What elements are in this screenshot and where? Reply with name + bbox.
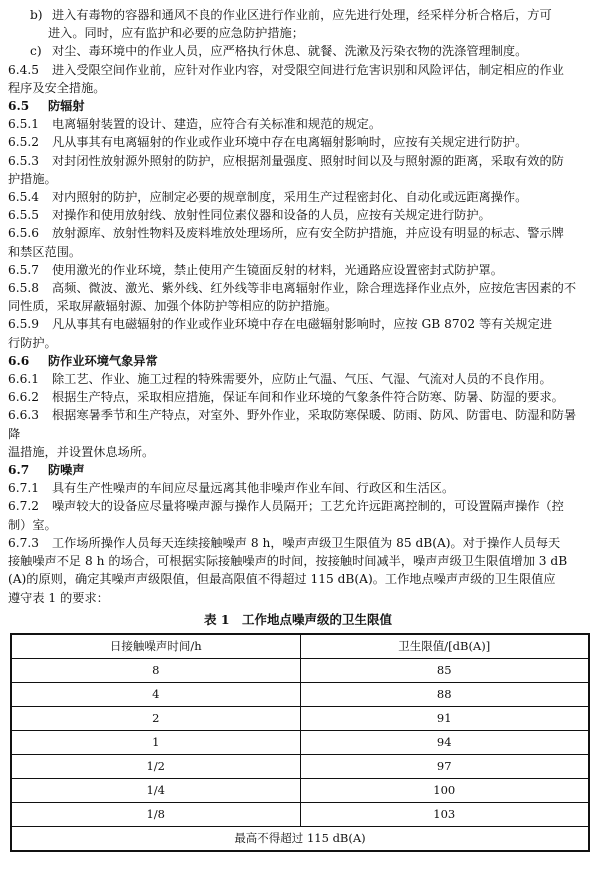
- noise-limit-table: [10, 633, 590, 852]
- clause-text: 对操作和使用放射线、放射性同位素仪器和设备的人员，应按有关规定进行防护。: [52, 208, 491, 223]
- cell-hygiene-limit: 85: [300, 658, 589, 682]
- body-text: [8, 6, 588, 607]
- paragraph-continuation: 进入。同时，应有监护和必要的应急防护措施；: [48, 26, 304, 41]
- table-body: [11, 658, 589, 851]
- cell-hygiene-limit: 88: [300, 682, 589, 706]
- list-item: [8, 42, 588, 60]
- header-exposure-time: 日接触噪声时间/h: [11, 634, 300, 659]
- clause-text: 对内照射的防护，应制定必要的规章制度，采用生产过程密封化、自动化或远距离操作。: [52, 190, 528, 205]
- cell-exposure-time: 4: [11, 682, 300, 706]
- paragraph-continuation: 温措施，并设置休息场所。: [8, 444, 155, 459]
- clause-text: 工作场所操作人员每天连续接触噪声 8 h，噪声声级卫生限值为 85 dB(A)。对于操作人员每天: [52, 535, 561, 550]
- clause-paragraph: [8, 224, 588, 260]
- clause-paragraph: [8, 479, 588, 497]
- clause-number: 6.5.2: [8, 135, 40, 150]
- clause-number: 6.7.1: [8, 481, 40, 496]
- table-row: [11, 706, 589, 730]
- clause-number: 6.7: [8, 463, 30, 478]
- section-heading: [8, 97, 588, 115]
- clause-paragraph: [8, 497, 588, 533]
- paragraph-line: [8, 497, 588, 515]
- paragraph-continuation: 程序及安全措施。: [8, 80, 106, 95]
- clause-number: 6.5.3: [8, 153, 40, 168]
- clause-number: 6.5.5: [8, 208, 40, 223]
- table-row: [11, 682, 589, 706]
- clause-text: 使用激光的作业环境，禁止使用产生镜面反射的材料，光通路应设置密封式防护罩。: [52, 262, 503, 277]
- paragraph-continuation: (A)的原则，确定其噪声声级限值，但最高限值不得超过 115 dB(A)。工作地点噪声声级的卫生限值应: [8, 572, 556, 587]
- clause-text: 除工艺、作业、施工过程的特殊需要外，应防止气温、气压、气湿、气流对人员的不良作用。: [52, 372, 552, 387]
- paragraph-line: [8, 61, 588, 79]
- clause-paragraph: [8, 152, 588, 188]
- clause-text: 电离辐射装置的设计、建造，应符合有关标准和规范的规定。: [52, 117, 382, 132]
- cell-hygiene-limit: 103: [300, 802, 589, 826]
- table-row: [11, 778, 589, 802]
- table-header-row: [11, 634, 589, 659]
- clause-number: 6.5.9: [8, 317, 40, 332]
- clause-text: 具有生产性噪声的车间应尽量远离其他非噪声作业车间、行政区和生活区。: [52, 481, 455, 496]
- clause-paragraph: [8, 115, 588, 133]
- clause-text: 进入受限空间作业前，应针对作业内容，对受限空间进行危害识别和风险评估，制定相应的作业: [52, 62, 564, 77]
- cell-exposure-time: 8: [11, 658, 300, 682]
- table-row: [11, 730, 589, 754]
- paragraph-line: [8, 406, 588, 442]
- table-row: [11, 658, 589, 682]
- clause-text: 高频、微波、激光、紫外线、红外线等非电离辐射作业，除合理选择作业点外，应按危害因素的不: [52, 281, 577, 296]
- clause-paragraph: [8, 206, 588, 224]
- paragraph-continuation: 遵守表 1 的要求：: [8, 590, 109, 605]
- cell-exposure-time: 1/8: [11, 802, 300, 826]
- clause-paragraph: [8, 188, 588, 206]
- paragraph-continuation: 同性质，采取屏蔽辐射源、加强个体防护等相应的防护措施。: [8, 299, 338, 314]
- paragraph-continuation: 接触噪声不足 8 h 的场合，可根据实际接触噪声的时间，按接触时间减半，噪声声级卫生限值增加 3 dB: [8, 554, 568, 569]
- clause-number: 6.5.4: [8, 190, 40, 205]
- paragraph-line: [8, 97, 588, 115]
- clause-text: 进入有毒物的容器和通风不良的作业区进行作业前，应先进行处理，经采样分析合格后，方可: [52, 8, 552, 22]
- paragraph-line: [8, 352, 588, 370]
- clause-paragraph: [8, 133, 588, 151]
- clause-number: 6.5.7: [8, 262, 40, 277]
- clause-text: 噪声较大的设备应尽量将噪声源与操作人员隔开；工艺允许远距离控制的，可设置隔声操作（控: [52, 499, 564, 514]
- clause-paragraph: [8, 534, 588, 607]
- paragraph-line: [8, 224, 588, 242]
- clause-number: 6.6.3: [8, 408, 40, 423]
- clause-paragraph: [8, 388, 588, 406]
- paragraph-continuation: 制）室。: [8, 517, 57, 532]
- clause-number: 6.5: [8, 99, 30, 114]
- paragraph-line: [8, 42, 588, 60]
- header-hygiene-limit: 卫生限值/[dB(A)]: [300, 634, 589, 659]
- table-row: [11, 754, 589, 778]
- clause-number: 6.7.3: [8, 535, 40, 550]
- table-title: 表 1 工作地点噪声级的卫生限值: [203, 611, 393, 627]
- clause-number: 6.5.1: [8, 117, 40, 132]
- clause-text: 防辐射: [48, 99, 85, 114]
- cell-exposure-time: 1: [11, 730, 300, 754]
- paragraph-line: [8, 115, 588, 133]
- paragraph-line: [8, 279, 588, 297]
- paragraph-line: [8, 534, 588, 552]
- paragraph-line: [8, 461, 588, 479]
- paragraph-line: [8, 133, 588, 151]
- cell-hygiene-limit: 94: [300, 730, 589, 754]
- clause-paragraph: [8, 261, 588, 279]
- paragraph-line: [8, 206, 588, 224]
- clause-paragraph: [8, 406, 588, 461]
- clause-text: 对封闭性放射源外照射的防护，应根据剂量强度、照射时间以及与照射源的距离，采取有效的防: [52, 153, 564, 168]
- clause-number: 6.6: [8, 353, 30, 368]
- clause-number: 6.4.5: [8, 62, 40, 77]
- clause-text: 对尘、毒环境中的作业人员，应严格执行休息、就餐、洗漱及污染衣物的洗涤管理制度。: [52, 44, 528, 59]
- clause-text: 凡从事其有电离辐射的作业或作业环境中存在电离辐射影响时，应按有关规定进行防护。: [52, 135, 528, 150]
- paragraph-line: [8, 152, 588, 170]
- clause-number: b): [30, 8, 43, 22]
- table-footer-row: [11, 826, 589, 851]
- paragraph-line: [8, 6, 588, 24]
- clause-number: 6.5.6: [8, 226, 40, 241]
- clause-text: 根据寒暑季节和生产特点，对室外、野外作业，采取防寒保暖、防雨、防风、防雷电、防湿和防暑降: [8, 408, 577, 441]
- clause-paragraph: [8, 370, 588, 388]
- section-heading: [8, 352, 588, 370]
- cell-exposure-time: 2: [11, 706, 300, 730]
- cell-hygiene-limit: 100: [300, 778, 589, 802]
- paragraph-continuation: 行防护。: [8, 335, 57, 350]
- paragraph-line: [8, 370, 588, 388]
- clause-number: 6.5.8: [8, 281, 40, 296]
- cell-hygiene-limit: 97: [300, 754, 589, 778]
- clause-number: 6.7.2: [8, 499, 40, 514]
- clause-text: 放射源库、放射性物料及废料堆放处理场所，应有安全防护措施，并应设有明显的标志、警示牌: [52, 226, 564, 241]
- clause-text: 防作业环境气象异常: [48, 353, 158, 368]
- clause-text: 凡从事其有电磁辐射的作业或作业环境中存在电磁辐射影响时，应按 GB 8702 等有关规定进: [52, 317, 553, 332]
- clause-number: c): [30, 44, 42, 59]
- paragraph-line: [8, 315, 588, 333]
- paragraph-line: [8, 188, 588, 206]
- table-footer-note: 最高不得超过 115 dB(A): [11, 826, 589, 851]
- cell-exposure-time: 1/2: [11, 754, 300, 778]
- cell-exposure-time: 1/4: [11, 778, 300, 802]
- paragraph-line: [8, 388, 588, 406]
- section-heading: [8, 461, 588, 479]
- clause-number: 6.6.1: [8, 372, 40, 387]
- clause-paragraph: [8, 315, 588, 351]
- clause-paragraph: [8, 279, 588, 315]
- list-item: [8, 6, 588, 42]
- paragraph-line: [8, 261, 588, 279]
- clause-number: 6.6.2: [8, 390, 40, 405]
- paragraph-line: [8, 479, 588, 497]
- paragraph-continuation: 和禁区范围。: [8, 244, 82, 259]
- clause-text: 根据生产特点，采取相应措施，保证车间和作业环境的气象条件符合防寒、防暑、防湿的要求。: [52, 390, 564, 405]
- clause-paragraph: [8, 61, 588, 97]
- table-row: [11, 802, 589, 826]
- paragraph-continuation: 护措施。: [8, 171, 57, 186]
- cell-hygiene-limit: 91: [300, 706, 589, 730]
- clause-text: 防噪声: [48, 463, 85, 478]
